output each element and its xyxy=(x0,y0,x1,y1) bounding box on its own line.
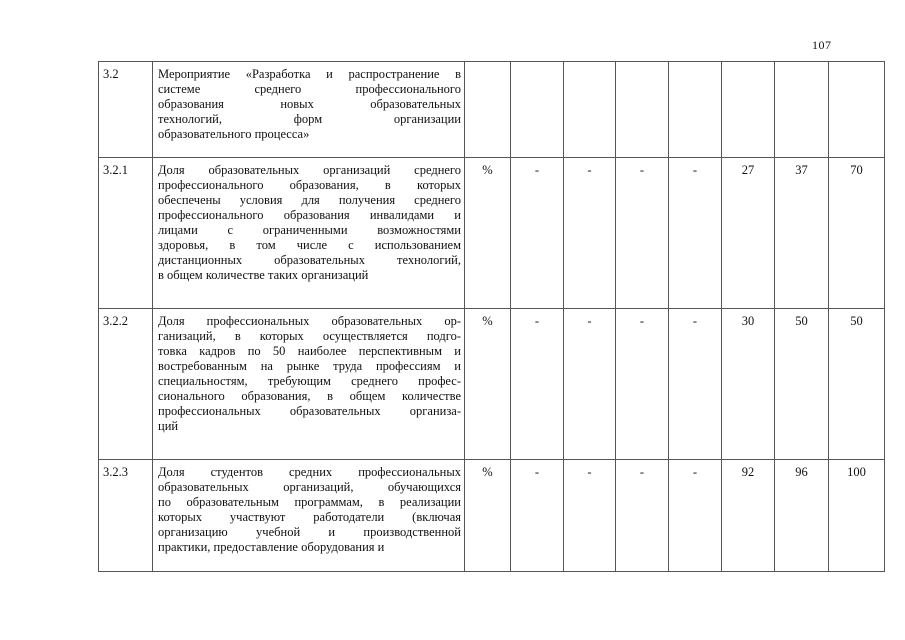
indicators-table xyxy=(98,61,885,572)
value-cell: - xyxy=(616,460,669,572)
description-line: здоровья, в том числе с использованием xyxy=(158,238,461,252)
value-cell xyxy=(775,62,829,158)
unit-cell: % xyxy=(465,460,511,572)
description-line: обеспечены условия для получения среднего xyxy=(158,193,461,207)
description-line: Доля образовательных организаций среднего xyxy=(158,163,461,177)
row-description xyxy=(153,158,465,309)
row-description xyxy=(153,62,465,158)
value-cell: 92 xyxy=(722,460,775,572)
table-row xyxy=(99,460,885,572)
row-code: 3.2.1 xyxy=(99,158,153,309)
value-cell: - xyxy=(564,309,616,460)
description-line: практики, предоставление оборудования и xyxy=(158,540,385,554)
unit-cell xyxy=(465,62,511,158)
value-cell: - xyxy=(669,460,722,572)
description-line: образовательного процесса» xyxy=(158,127,310,141)
value-cell: 100 xyxy=(829,460,885,572)
description-line: организацию учебной и производственной xyxy=(158,525,461,539)
value-cell xyxy=(669,62,722,158)
description-line: в общем количестве таких организаций xyxy=(158,268,369,282)
unit-cell: % xyxy=(465,158,511,309)
table-row xyxy=(99,158,885,309)
row-code: 3.2 xyxy=(99,62,153,158)
value-cell: 37 xyxy=(775,158,829,309)
description-line: по образовательным программам, в реализации xyxy=(158,495,461,509)
description-line: системе среднего профессионального xyxy=(158,82,461,96)
description-line: Доля студентов средних профессиональных xyxy=(158,465,461,479)
row-code: 3.2.3 xyxy=(99,460,153,572)
row-description xyxy=(153,309,465,460)
description-line: профессиональных образовательных организа- xyxy=(158,404,461,418)
value-cell xyxy=(616,62,669,158)
value-cell: - xyxy=(616,309,669,460)
row-code: 3.2.2 xyxy=(99,309,153,460)
unit-cell: % xyxy=(465,309,511,460)
table-row xyxy=(99,309,885,460)
description-line: которых участвуют работодатели (включая xyxy=(158,510,461,524)
value-cell: 96 xyxy=(775,460,829,572)
value-cell: - xyxy=(564,460,616,572)
description-line: Доля профессиональных образовательных ор- xyxy=(158,314,461,328)
page-number: 107 xyxy=(812,38,832,52)
value-cell: - xyxy=(564,158,616,309)
value-cell: - xyxy=(669,309,722,460)
value-cell xyxy=(722,62,775,158)
description-line: востребованным на рынке труда профессиям и xyxy=(158,359,461,373)
value-cell xyxy=(564,62,616,158)
description-line: образовательных организаций, обучающихся xyxy=(158,480,461,494)
description-line: профессионального образования, в которых xyxy=(158,178,461,192)
table-body xyxy=(99,62,885,572)
value-cell: - xyxy=(511,309,564,460)
value-cell: - xyxy=(669,158,722,309)
value-cell: - xyxy=(511,460,564,572)
value-cell xyxy=(829,62,885,158)
value-cell: - xyxy=(511,158,564,309)
description-line: технологий, форм организации xyxy=(158,112,461,126)
value-cell: 70 xyxy=(829,158,885,309)
value-cell xyxy=(511,62,564,158)
description-line: Мероприятие «Разработка и распространение в xyxy=(158,67,461,81)
value-cell: - xyxy=(616,158,669,309)
table-row xyxy=(99,62,885,158)
value-cell: 27 xyxy=(722,158,775,309)
description-line: дистанционных образовательных технологий, xyxy=(158,253,461,267)
value-cell: 50 xyxy=(829,309,885,460)
description-line: специальностям, требующим среднего профес- xyxy=(158,374,461,388)
value-cell: 30 xyxy=(722,309,775,460)
description-line: товка кадров по 50 наиболее перспективным и xyxy=(158,344,461,358)
row-description xyxy=(153,460,465,572)
description-line: лицами с ограниченными возможностями xyxy=(158,223,461,237)
description-line: профессионального образования инвалидами и xyxy=(158,208,461,222)
description-line: ций xyxy=(158,419,179,433)
value-cell: 50 xyxy=(775,309,829,460)
description-line: ганизаций, в которых осуществляется подго- xyxy=(158,329,461,343)
description-line: образования новых образовательных xyxy=(158,97,461,111)
description-line: сионального образования, в общем количестве xyxy=(158,389,461,403)
